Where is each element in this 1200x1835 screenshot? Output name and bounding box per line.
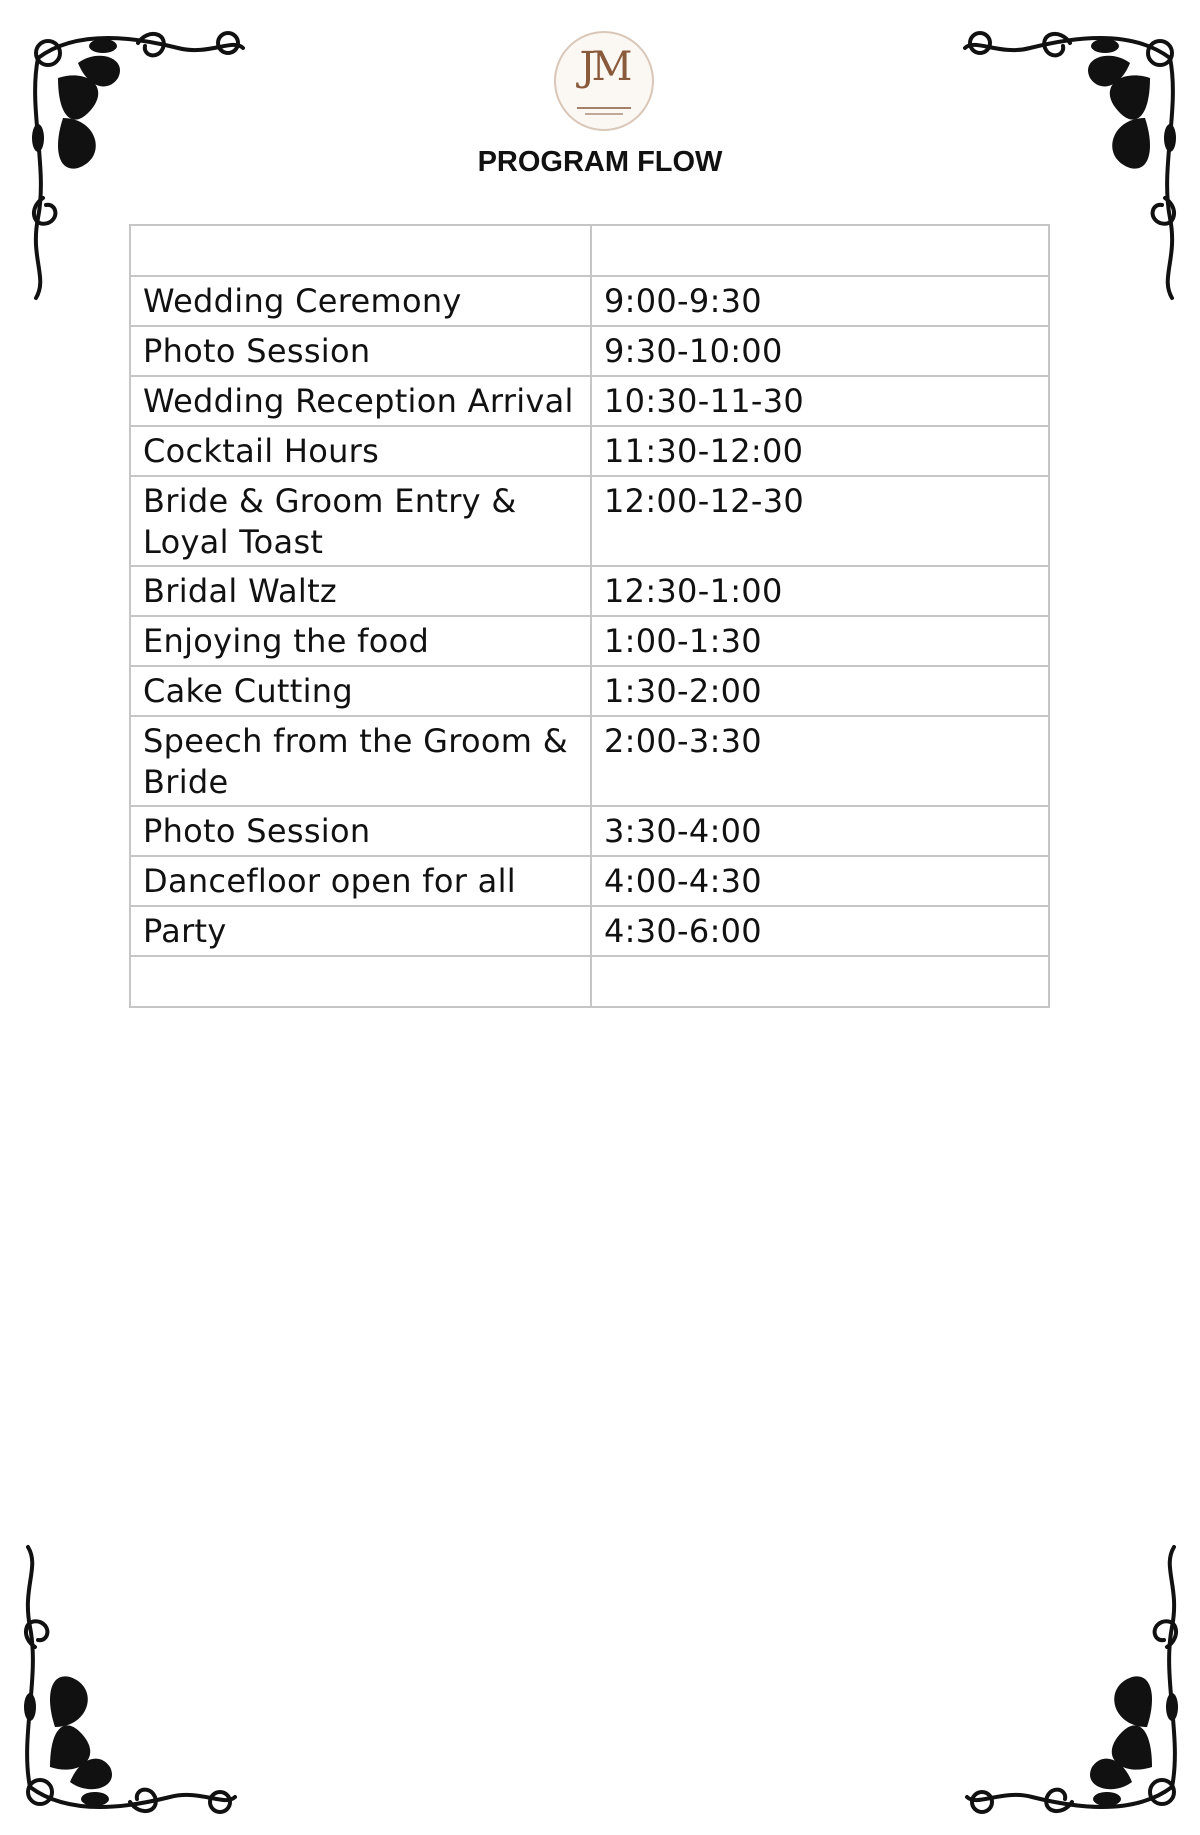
table-row [130, 566, 1049, 616]
activity-cell: Wedding Ceremony [130, 276, 591, 326]
table-row [130, 276, 1049, 326]
time-cell: 1:30-2:00 [591, 666, 1049, 716]
activity-cell: Party [130, 906, 591, 956]
activity-cell: Bridal Waltz [130, 566, 591, 616]
floral-ornament-icon [952, 1537, 1192, 1827]
activity-cell: Bride & Groom Entry & Loyal Toast [130, 476, 591, 566]
floral-ornament-icon [10, 1537, 250, 1827]
table-row [130, 476, 1049, 566]
time-cell: 9:00-9:30 [591, 276, 1049, 326]
time-cell: 12:30-1:00 [591, 566, 1049, 616]
logo-monogram: JM [579, 44, 629, 90]
table-row [130, 376, 1049, 426]
activity-cell: Speech from the Groom & Bride [130, 716, 591, 806]
table-row [130, 716, 1049, 806]
time-cell: 4:00-4:30 [591, 856, 1049, 906]
activity-cell: Photo Session [130, 806, 591, 856]
time-cell [591, 956, 1049, 1007]
page-title: PROGRAM FLOW [477, 146, 723, 178]
time-cell: 2:00-3:30 [591, 716, 1049, 806]
time-cell: 4:30-6:00 [591, 906, 1049, 956]
activity-cell [130, 956, 591, 1007]
table-row [130, 666, 1049, 716]
time-cell: 1:00-1:30 [591, 616, 1049, 666]
time-cell: 10:30-11-30 [591, 376, 1049, 426]
time-cell: 11:30-12:00 [591, 426, 1049, 476]
time-cell [591, 225, 1049, 276]
activity-cell [130, 225, 591, 276]
table-row [130, 906, 1049, 956]
table-row [130, 326, 1049, 376]
table-row [130, 856, 1049, 906]
activity-cell: Dancefloor open for all [130, 856, 591, 906]
table-row [130, 616, 1049, 666]
time-cell: 12:00-12-30 [591, 476, 1049, 566]
corner-ornament-bottom-right [952, 1537, 1192, 1827]
table-row [130, 956, 1049, 1007]
table-row [130, 426, 1049, 476]
activity-cell: Cocktail Hours [130, 426, 591, 476]
corner-ornament-bottom-left [10, 1537, 250, 1827]
table-row [130, 806, 1049, 856]
time-cell: 9:30-10:00 [591, 326, 1049, 376]
activity-cell: Photo Session [130, 326, 591, 376]
activity-cell: Cake Cutting [130, 666, 591, 716]
table-row [130, 225, 1049, 276]
brand-logo [553, 30, 655, 132]
program-table-body [130, 225, 1049, 1007]
time-cell: 3:30-4:00 [591, 806, 1049, 856]
program-table [129, 224, 1050, 1008]
activity-cell: Wedding Reception Arrival [130, 376, 591, 426]
activity-cell: Enjoying the food [130, 616, 591, 666]
